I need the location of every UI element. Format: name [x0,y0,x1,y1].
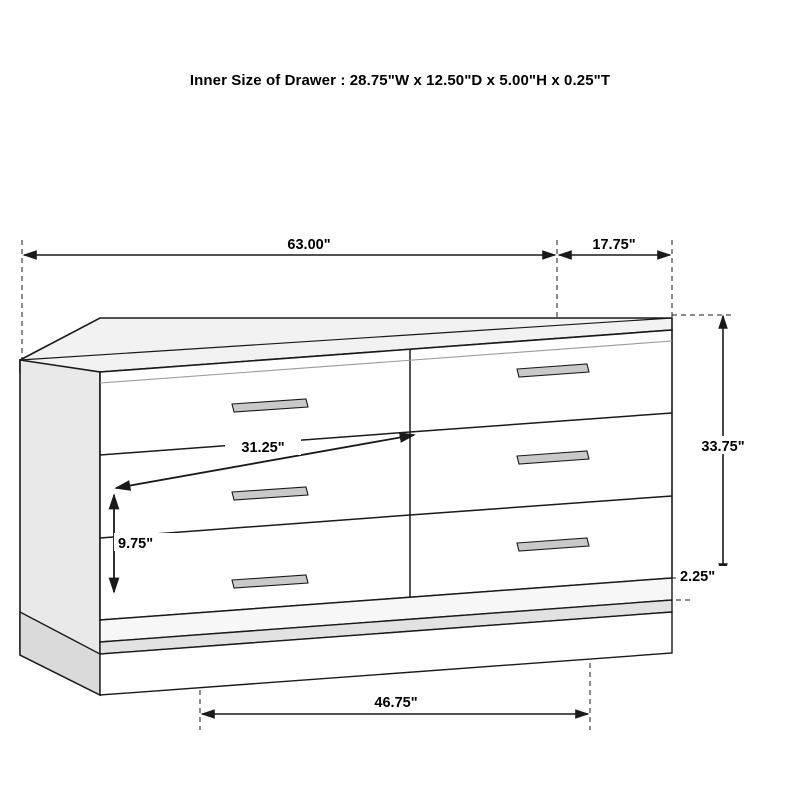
page-title: Inner Size of Drawer : 28.75"W x 12.50"D x 5.00"H x 0.25"T [189,72,611,89]
dimension-depth [559,234,670,255]
dimension-base-height [668,566,744,600]
dimension-base-width [202,692,588,714]
dimension-width [24,234,555,255]
dimension-depth-label: 17.75" [592,237,636,253]
dimension-width-label: 63.00" [287,237,331,253]
dimension-base-height-label: 2.25" [680,569,716,585]
dimension-height-label: 33.75" [701,439,745,455]
dimension-base-width-label: 46.75" [374,695,418,711]
dimension-drawer-height-label: 9.75" [118,536,154,552]
dimension-drawer-width-label: 31.25" [241,440,285,456]
dimension-height [686,316,760,576]
